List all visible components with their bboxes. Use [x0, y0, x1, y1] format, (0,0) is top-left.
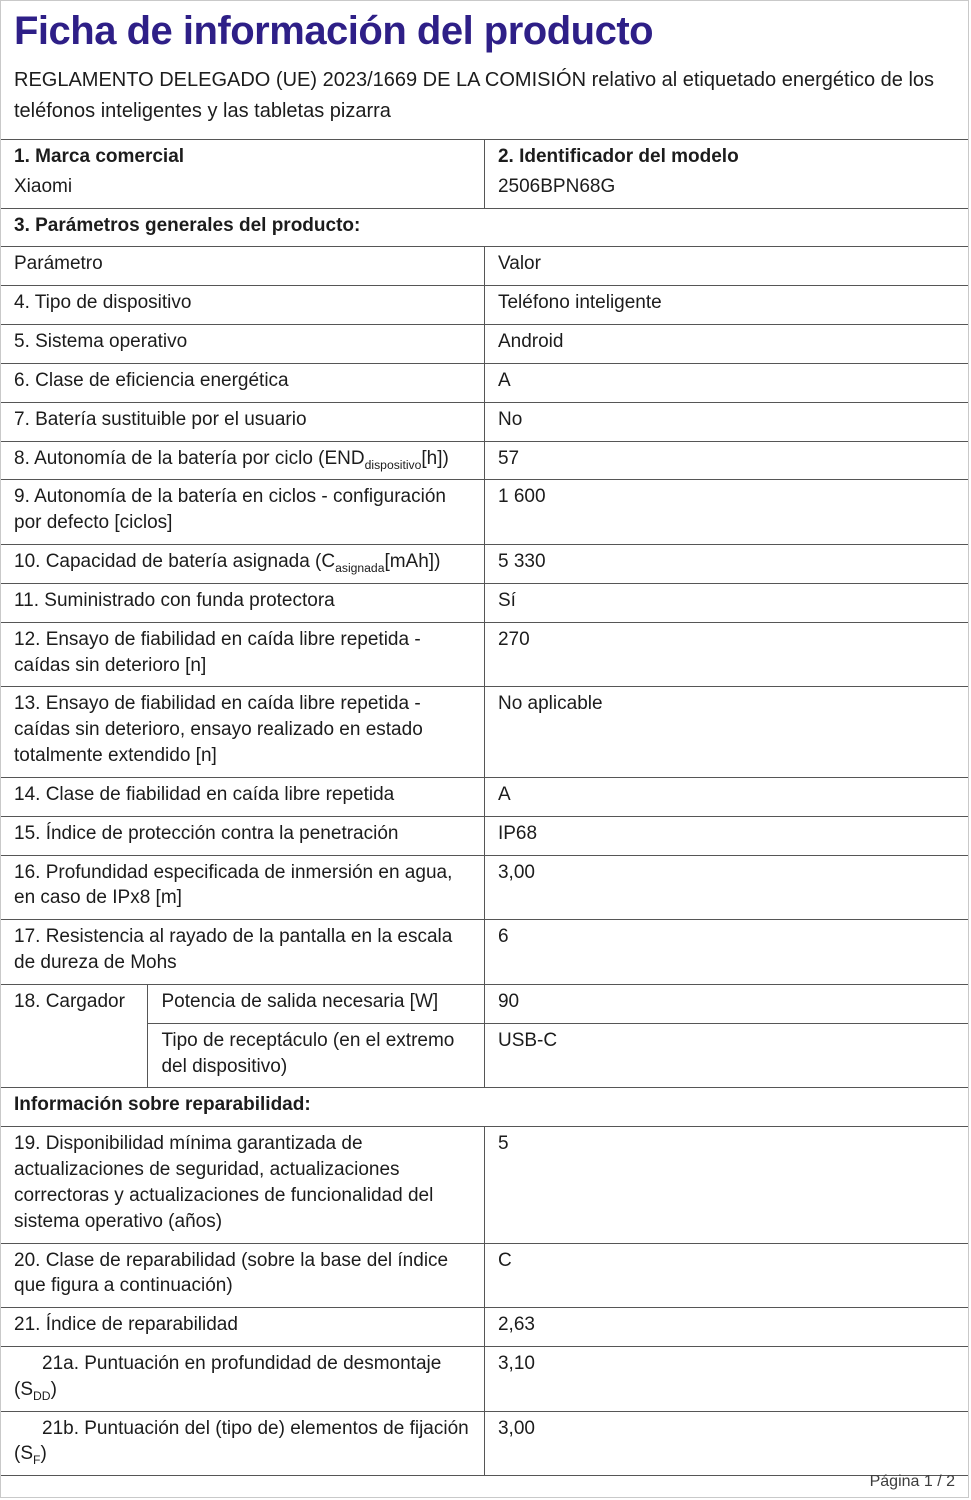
section-repairability: Información sobre reparabilidad: [1, 1088, 968, 1127]
section-header-row [1, 1088, 968, 1127]
table-row [1, 1243, 968, 1308]
param-label-cell: 8. Autonomía de la batería por ciclo $(END_{dispositivo}[h])$ [1, 441, 484, 480]
table-row [1, 622, 968, 687]
charger-sub-value-cell: USB-C [484, 1023, 968, 1088]
param-value-cell: 57 [484, 441, 968, 480]
table-row [1, 777, 968, 816]
table-row [1, 480, 968, 545]
table-row-charger-power [1, 984, 968, 1023]
param-label-cell: 4. Tipo de dispositivo [1, 286, 484, 325]
param-value-cell: Sí [484, 583, 968, 622]
table-row [1, 286, 968, 325]
table-row [1, 1411, 968, 1476]
model-cell [484, 140, 968, 209]
param-label-cell: 10. Capacidad de batería asignada $(C_{asignada}[mAh])$ [1, 545, 484, 584]
param-label-cell: 21b. Puntuación del (tipo de) elementos de fijación $(S_F)$ [1, 1411, 484, 1476]
table-row [1, 816, 968, 855]
section-header-row [1, 208, 968, 247]
value-column-header: Valor [484, 247, 968, 286]
param-label-cell: 7. Batería sustituible por el usuario [1, 402, 484, 441]
param-label-cell: 21. Índice de reparabilidad [1, 1308, 484, 1347]
table-row [1, 687, 968, 777]
param-label-cell: 12. Ensayo de fiabilidad en caída libre repetida - caídas sin deterioro [n] [1, 622, 484, 687]
table-row [1, 583, 968, 622]
param-value-cell: 3,00 [484, 1411, 968, 1476]
param-label-cell: 13. Ensayo de fiabilidad en caída libre repetida - caídas sin deterioro, ensayo realizado en estado totalmente extendido [n] [1, 687, 484, 777]
param-value-cell: 3,10 [484, 1346, 968, 1411]
param-label-cell: 21a. Puntuación en profundidad de desmontaje $(S_{DD})$ [1, 1346, 484, 1411]
model-header: 2. Identificador del modelo [497, 146, 739, 167]
param-label-cell: 15. Índice de protección contra la penetración [1, 816, 484, 855]
param-value-cell: 270 [484, 622, 968, 687]
table-row [1, 855, 968, 920]
param-value-cell: 1 600 [484, 480, 968, 545]
table-row [1, 402, 968, 441]
param-label-cell: 5. Sistema operativo [1, 325, 484, 364]
table-row [1, 441, 968, 480]
param-value-cell: No aplicable [484, 687, 968, 777]
brand-value: Xiaomi [14, 175, 73, 197]
param-value-cell: Teléfono inteligente [484, 286, 968, 325]
param-label-cell: 9. Autonomía de la batería en ciclos - configuración por defecto [ciclos] [1, 480, 484, 545]
param-label-cell: 11. Suministrado con funda protectora [1, 583, 484, 622]
page-number: Página 1 / 2 [869, 1473, 955, 1490]
param-column-header: Parámetro [1, 247, 484, 286]
param-label-cell: 17. Resistencia al rayado de la pantalla en la escala de dureza de Mohs [1, 920, 484, 985]
charger-sub-label-cell: Potencia de salida necesaria [W] [148, 984, 485, 1023]
page-title: Ficha de información del producto [14, 9, 654, 53]
charger-sub-value-cell: 90 [484, 984, 968, 1023]
product-info-table [1, 139, 968, 1476]
param-value-cell: No [484, 402, 968, 441]
param-value-cell: 6 [484, 920, 968, 985]
param-value-cell: 3,00 [484, 855, 968, 920]
table-row [1, 920, 968, 985]
param-value-cell: 5 330 [484, 545, 968, 584]
table-row [1, 1346, 968, 1411]
param-label-cell: 16. Profundidad especificada de inmersión en agua, en caso de IPx8 [m] [1, 855, 484, 920]
param-label-cell: 19. Disponibilidad mínima garantizada de actualizaciones de seguridad, actualizaciones correctoras y actualizaciones de funcionalidad del sistema operativo (años) [1, 1127, 484, 1243]
param-value-cell: C [484, 1243, 968, 1308]
table-row [1, 325, 968, 364]
param-value-cell: Android [484, 325, 968, 364]
param-value-cell: 2,63 [484, 1308, 968, 1347]
param-value-cell: A [484, 363, 968, 402]
table-row-brand-model [1, 140, 968, 209]
param-label-cell: 14. Clase de fiabilidad en caída libre repetida [1, 777, 484, 816]
model-value: 2506BPN68G [497, 175, 616, 197]
param-label-cell: 20. Clase de reparabilidad (sobre la base del índice que figura a continuación) [1, 1243, 484, 1308]
section-general-parameters: 3. Parámetros generales del producto: [1, 208, 968, 247]
param-value-cell: 5 [484, 1127, 968, 1243]
table-row [1, 363, 968, 402]
brand-header: 1. Marca comercial [14, 146, 185, 167]
charger-sub-label-cell: Tipo de receptáculo (en el extremo del dispositivo) [148, 1023, 485, 1088]
param-value-cell: A [484, 777, 968, 816]
charger-label-cell: 18. Cargador [1, 984, 148, 1087]
table-row [1, 1308, 968, 1347]
table-row [1, 1127, 968, 1243]
param-label-cell: 6. Clase de eficiencia energética [1, 363, 484, 402]
regulation-subtitle: REGLAMENTO DELEGADO (UE) 2023/1669 DE LA COMISIÓN relativo al etiquetado energético de los teléfonos inteligentes y las tabletas pizarra [14, 69, 935, 122]
table-row [1, 545, 968, 584]
brand-cell [1, 140, 484, 209]
param-value-cell: IP68 [484, 816, 968, 855]
table-row-column-headers [1, 247, 968, 286]
